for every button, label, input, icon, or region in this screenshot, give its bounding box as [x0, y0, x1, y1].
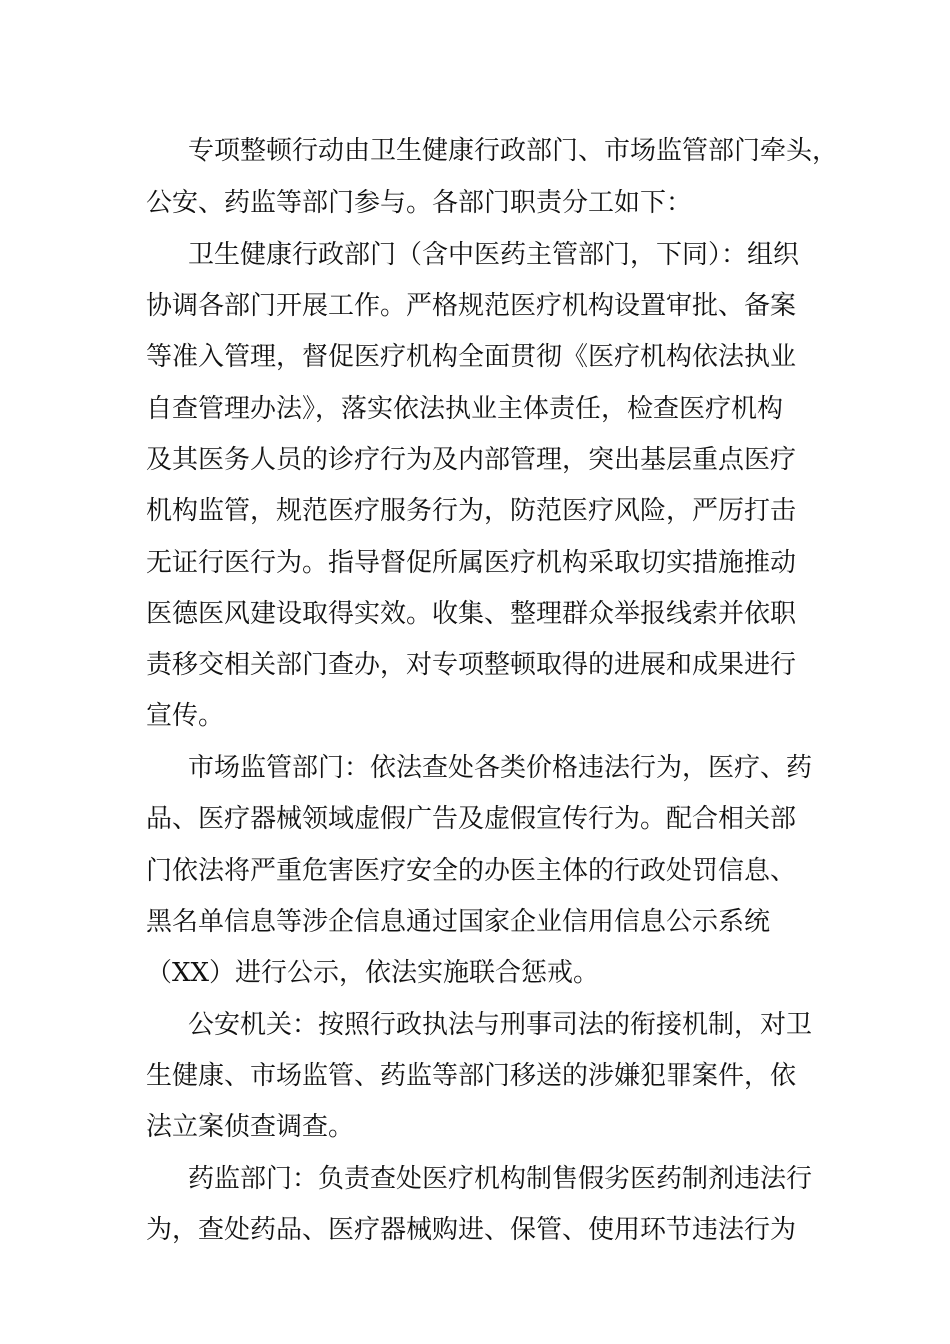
text-line: 为，查处药品、医疗器械购进、保管、使用环节违法行为 [146, 1215, 797, 1245]
text-line: 品、医疗器械领域虚假广告及虚假宣传行为。配合相关部 [146, 804, 797, 834]
text-line: 自查管理办法》，落实依法执业主体责任，检查医疗机构 [146, 394, 784, 424]
text-line: 黑名单信息等涉企信息通过国家企业信用信息公示系统 [146, 907, 771, 937]
text-line: 药监部门：负责查处医疗机构制售假劣医药制剂违法行 [188, 1164, 813, 1194]
text-line: 公安、药监等部门参与。各部门职责分工如下： [146, 188, 693, 218]
text-line: 生健康、市场监管、药监等部门移送的涉嫌犯罪案件，依 [146, 1061, 797, 1091]
text-line: 公安机关：按照行政执法与刑事司法的衔接机制，对卫 [188, 1010, 813, 1040]
text-line: 卫生健康行政部门（含中医药主管部门，下同）：组织 [188, 240, 800, 270]
text-line: 及其医务人员的诊疗行为及内部管理，突出基层重点医疗 [146, 445, 797, 475]
text-line: 专项整顿行动由卫生健康行政部门、市场监管部门牵头， [188, 136, 839, 166]
text-line: 法立案侦查调查。 [146, 1112, 355, 1142]
text-line: 门依法将严重危害医疗安全的办医主体的行政处罚信息、 [146, 856, 797, 886]
text-line: 无证行医行为。指导督促所属医疗机构采取切实措施推动 [146, 548, 797, 578]
text-line: 医德医风建设取得实效。收集、整理群众举报线索并依职 [146, 599, 797, 629]
text-line: 协调各部门开展工作。严格规范医疗机构设置审批、备案 [146, 291, 797, 321]
text-line: 责移交相关部门查办，对专项整顿取得的进展和成果进行 [146, 650, 797, 680]
text-line: 市场监管部门：依法查处各类价格违法行为，医疗、药 [188, 753, 813, 783]
text-line: 宣传。 [146, 701, 225, 731]
text-line: 机构监管，规范医疗服务行为，防范医疗风险，严厉打击 [146, 496, 797, 526]
text-line: （XX）进行公示，依法实施联合惩戒。 [146, 958, 600, 988]
text-line: 等准入管理，督促医疗机构全面贯彻《医疗机构依法执业 [146, 342, 797, 372]
